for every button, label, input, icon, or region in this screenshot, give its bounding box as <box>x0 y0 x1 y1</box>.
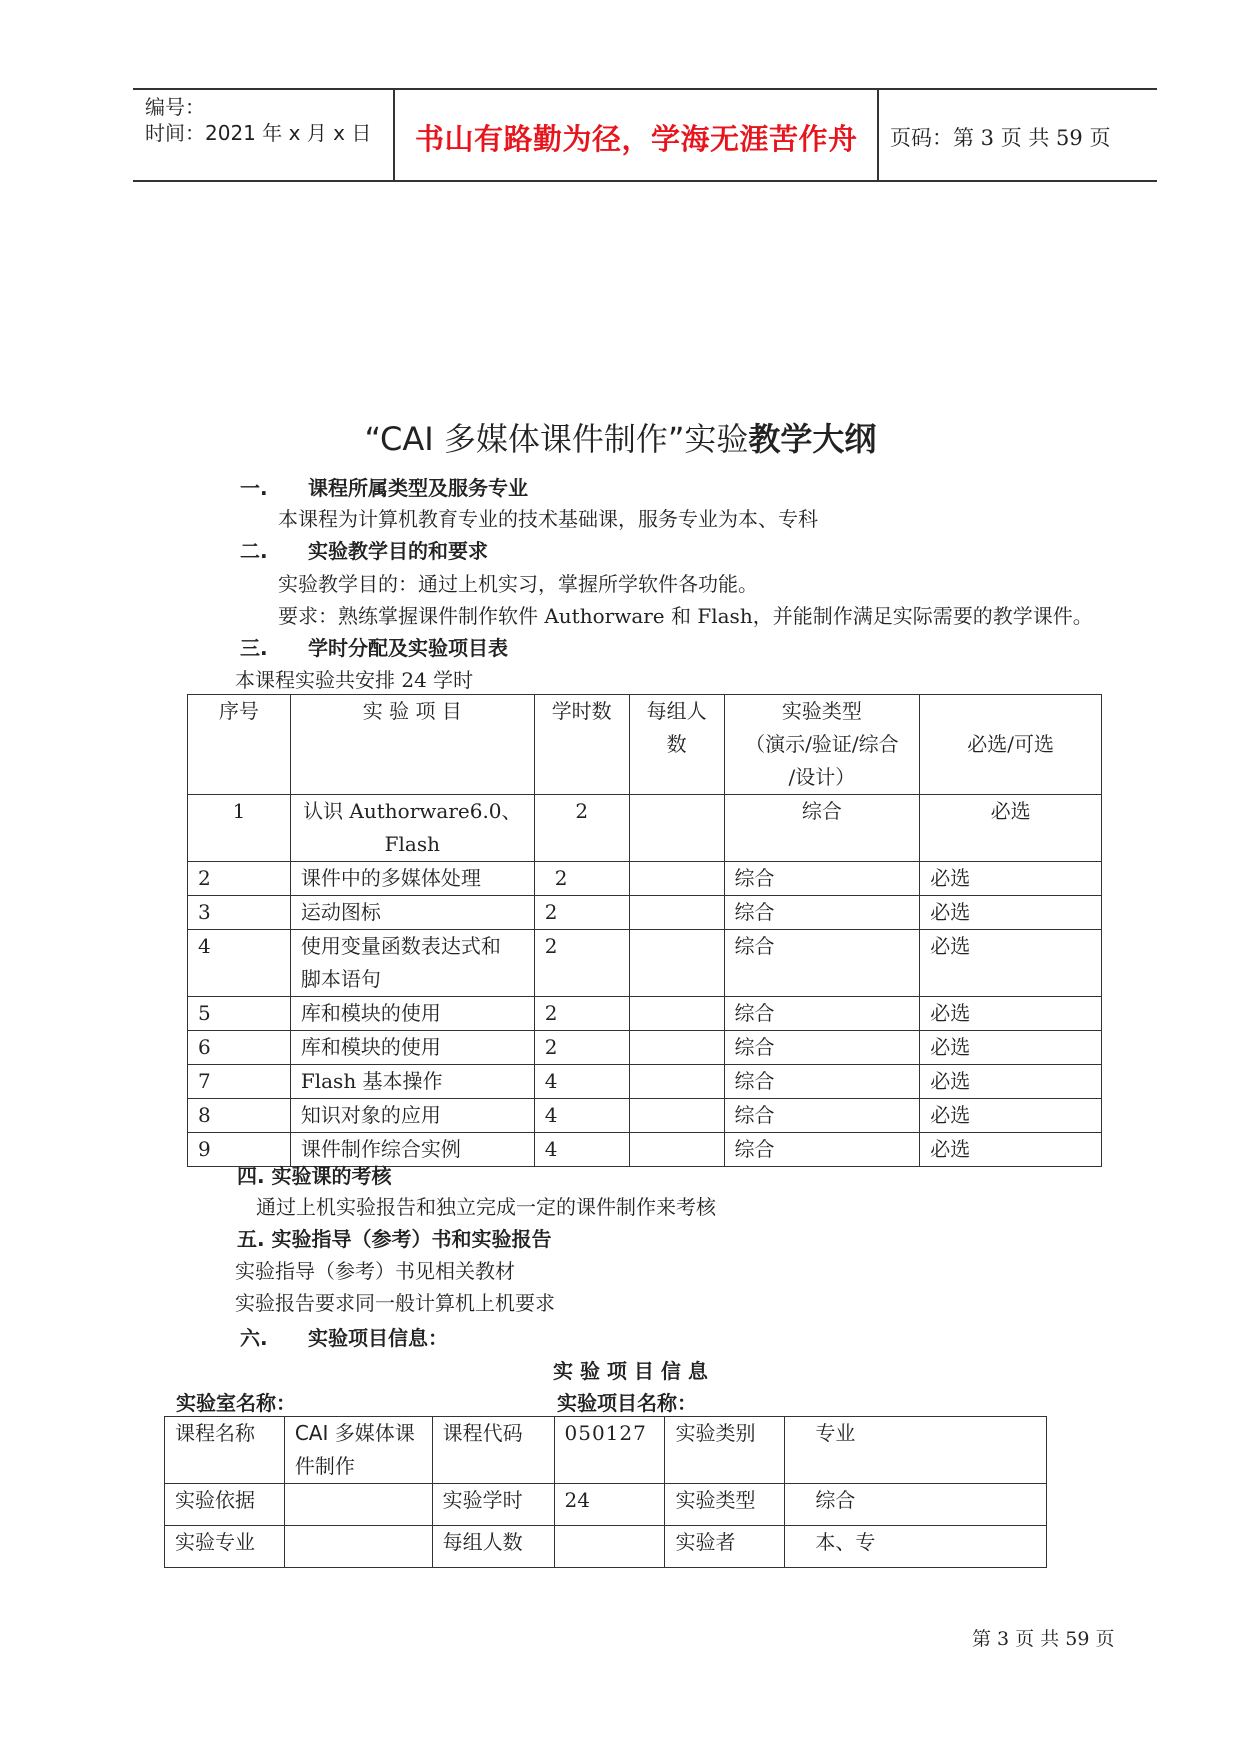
section-3-title: 学时分配及实验项目表 <box>308 636 508 660</box>
header-number-label: 编号： <box>145 95 205 119</box>
cell-hours: 4 <box>534 1099 629 1133</box>
header-group-line-2: 数 <box>666 732 687 756</box>
cell-project-line-2: Flash <box>384 832 440 856</box>
cell-hours: 2 <box>534 1031 629 1065</box>
table-row <box>165 1484 1047 1526</box>
cell-required: 必选 <box>920 1099 1102 1133</box>
table-row <box>188 795 1102 862</box>
cell-hours: 4 <box>534 1065 629 1099</box>
cell-seq: 2 <box>188 862 291 896</box>
project-name-label: 实验项目名称： <box>557 1391 697 1415</box>
section-6-number: 六. <box>240 1326 268 1350</box>
cell-required: 必选 <box>920 1065 1102 1099</box>
cell-hours: 2 <box>534 896 629 930</box>
section-3-text: 本课程实验共安排 24 学时 <box>235 668 474 692</box>
cell-value <box>284 1526 432 1568</box>
footer-page-number: 第 3 页 共 59 页 <box>972 1628 1115 1650</box>
cell-seq: 8 <box>188 1099 291 1133</box>
cell-value: 综合 <box>785 1484 1047 1526</box>
header-motto: 书山有路勤为径，学海无涯苦作舟 <box>415 122 858 156</box>
cell-required: 必选 <box>920 997 1102 1031</box>
project-info-table <box>164 1416 1047 1568</box>
cell-project <box>290 795 534 862</box>
cell-key: 实验依据 <box>165 1484 285 1526</box>
section-5-text-2: 实验报告要求同一般计算机上机要求 <box>235 1291 555 1315</box>
header-time-label: 时间：2021 年 x 月 x 日 <box>145 121 372 145</box>
table-row <box>188 896 1102 930</box>
table-row <box>188 930 1102 997</box>
cell-project: Flash 基本操作 <box>290 1065 534 1099</box>
header-type-line-2: （演示/验证/综合 <box>745 732 899 756</box>
info-title: 实 验 项 目 信 息 <box>553 1359 708 1383</box>
cell-value <box>284 1484 432 1526</box>
cell-required: 必选 <box>920 896 1102 930</box>
cell-group <box>629 930 724 997</box>
cell-required: 必选 <box>920 1133 1102 1167</box>
header-divider-left <box>393 88 395 181</box>
section-4-text: 通过上机实验报告和独立完成一定的课件制作来考核 <box>256 1195 716 1219</box>
cell-group <box>629 1133 724 1167</box>
header-required: 必选/可选 <box>920 695 1102 795</box>
header-project: 实 验 项 目 <box>290 695 534 795</box>
cell-seq: 4 <box>188 930 291 997</box>
cell-value: 24 <box>554 1484 665 1526</box>
header-divider-right <box>877 88 879 181</box>
cell-project: 课件中的多媒体处理 <box>290 862 534 896</box>
cell-project <box>290 930 534 997</box>
header-type-line-1: 实验类型 <box>781 699 862 723</box>
section-1-number: 一. <box>240 476 268 500</box>
header-seq: 序号 <box>188 695 291 795</box>
cell-key: 实验者 <box>665 1526 785 1568</box>
header-top-rule <box>133 88 1157 90</box>
cell-group <box>629 997 724 1031</box>
section-1-text: 本课程为计算机教育专业的技术基础课，服务专业为本、专科 <box>278 507 818 531</box>
cell-project-line-1: 使用变量函数表达式和 <box>300 934 501 958</box>
table-row <box>165 1417 1047 1484</box>
title-prefix: “CAI 多媒体课件制作”实验 <box>364 420 749 458</box>
cell-project: 运动图标 <box>290 896 534 930</box>
section-2-number: 二. <box>240 539 268 563</box>
section-4-title: 四. 实验课的考核 <box>237 1164 392 1188</box>
cell-seq: 7 <box>188 1065 291 1099</box>
cell-value <box>284 1417 432 1484</box>
cell-value-line-1: CAI 多媒体课 <box>294 1421 415 1445</box>
cell-required: 必选 <box>920 862 1102 896</box>
cell-hours: 2 <box>534 930 629 997</box>
header-type <box>724 695 920 795</box>
cell-type: 综合 <box>724 997 920 1031</box>
cell-hours: 2 <box>534 997 629 1031</box>
cell-seq: 3 <box>188 896 291 930</box>
cell-group <box>629 795 724 862</box>
header-type-line-3: /设计） <box>788 765 856 789</box>
cell-hours: 2 <box>534 862 629 896</box>
cell-required: 必选 <box>920 795 1102 862</box>
section-5-text-1: 实验指导（参考）书见相关教材 <box>235 1259 515 1283</box>
cell-group <box>629 1065 724 1099</box>
cell-type: 综合 <box>724 1133 920 1167</box>
table-row <box>188 997 1102 1031</box>
cell-project: 课件制作综合实例 <box>290 1133 534 1167</box>
cell-value: 本、专 <box>785 1526 1047 1568</box>
cell-type: 综合 <box>724 1099 920 1133</box>
table-row <box>188 1065 1102 1099</box>
cell-seq: 1 <box>188 795 291 862</box>
cell-key: 课程代码 <box>432 1417 554 1484</box>
section-3-number: 三. <box>240 636 268 660</box>
header-page-label: 页码：第 3 页 共 59 页 <box>890 126 1111 150</box>
experiment-schedule-table <box>187 694 1102 1167</box>
cell-group <box>629 896 724 930</box>
cell-type: 综合 <box>724 930 920 997</box>
cell-hours: 2 <box>534 795 629 862</box>
cell-key: 实验专业 <box>165 1526 285 1568</box>
cell-project: 库和模块的使用 <box>290 997 534 1031</box>
cell-type: 综合 <box>724 896 920 930</box>
header-bottom-rule <box>133 180 1157 182</box>
cell-value <box>554 1526 665 1568</box>
cell-project: 库和模块的使用 <box>290 1031 534 1065</box>
table-row <box>188 1099 1102 1133</box>
cell-group <box>629 1031 724 1065</box>
cell-type: 综合 <box>724 1031 920 1065</box>
cell-key: 实验学时 <box>432 1484 554 1526</box>
cell-type: 综合 <box>724 1065 920 1099</box>
section-2-text-1: 实验教学目的：通过上机实习，掌握所学软件各功能。 <box>278 572 758 596</box>
cell-required: 必选 <box>920 930 1102 997</box>
cell-type: 综合 <box>724 862 920 896</box>
cell-key: 课程名称 <box>165 1417 285 1484</box>
section-6-title: 实验项目信息： <box>308 1326 448 1350</box>
cell-seq: 5 <box>188 997 291 1031</box>
cell-value: 专业 <box>785 1417 1047 1484</box>
cell-project-line-2: 脚本语句 <box>300 967 381 991</box>
title-bold: 教学大纲 <box>748 420 877 458</box>
cell-project: 知识对象的应用 <box>290 1099 534 1133</box>
table-row <box>188 862 1102 896</box>
cell-seq: 9 <box>188 1133 291 1167</box>
section-2-text-2: 要求：熟练掌握课件制作软件 Authorware 和 Flash，并能制作满足实际需要的教学课件。 <box>278 604 1093 628</box>
table-header-row <box>188 695 1102 795</box>
cell-seq: 6 <box>188 1031 291 1065</box>
cell-key: 每组人数 <box>432 1526 554 1568</box>
section-1-title: 课程所属类型及服务专业 <box>308 476 528 500</box>
section-2-title: 实验教学目的和要求 <box>308 539 488 563</box>
header-hours: 学时数 <box>534 695 629 795</box>
table-row <box>165 1526 1047 1568</box>
cell-value: 050127 <box>554 1417 665 1484</box>
header-group-line-1: 每组人 <box>646 699 707 723</box>
lab-name-label: 实验室名称： <box>176 1391 296 1415</box>
cell-hours: 4 <box>534 1133 629 1167</box>
cell-required: 必选 <box>920 1031 1102 1065</box>
table-row <box>188 1031 1102 1065</box>
cell-value-line-2: 件制作 <box>294 1454 355 1478</box>
cell-group <box>629 1099 724 1133</box>
header-group-size <box>629 695 724 795</box>
section-5-title: 五. 实验指导（参考）书和实验报告 <box>237 1227 552 1251</box>
cell-project-line-1: 认识 Authorware6.0、 <box>303 799 522 823</box>
cell-key: 实验类型 <box>665 1484 785 1526</box>
cell-group <box>629 862 724 896</box>
cell-key: 实验类别 <box>665 1417 785 1484</box>
document-title <box>0 414 1241 460</box>
cell-type: 综合 <box>724 795 920 862</box>
